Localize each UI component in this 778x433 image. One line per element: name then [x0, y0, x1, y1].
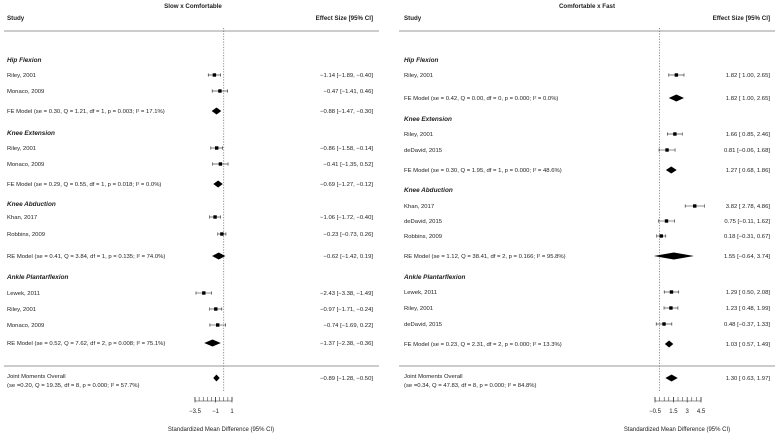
study-label: Khan, 2017	[7, 215, 38, 221]
overall-summary-effect-text: 1.30 [ 0.63, 1.97]	[725, 376, 770, 382]
study-label: Riley, 2001	[404, 306, 434, 312]
overall-label: Joint Moments Overall	[404, 374, 463, 380]
study-row-point	[660, 234, 663, 237]
model-summary-effect-text: −0.69 [−1.27, −0.12]	[320, 182, 373, 188]
study-row-effect-text: 0.75 [−0.11, 1.62]	[724, 219, 770, 225]
study-row-effect-text: −1.06 [−1.72, −0.40]	[320, 215, 373, 221]
panel-title: Slow x Comfortable	[164, 3, 222, 10]
model-summary-label: RE Model (se = 1.12, Q = 38.41, df = 2, p = 0.166; I² = 95.8%)	[404, 254, 566, 260]
study-label: deDavid, 2015	[404, 148, 442, 154]
study-row-point	[218, 89, 221, 92]
study-header: Study	[7, 15, 25, 22]
effect-size-header: Effect Size [95% CI]	[315, 15, 373, 22]
x-axis-tick-label: 1	[230, 409, 234, 415]
model-summary-diamond	[665, 341, 673, 348]
overall-summary-diamond	[665, 375, 677, 382]
study-row-effect-text: 1.23 [ 0.48, 1.99]	[725, 306, 770, 312]
model-summary-label: FE Model (se = 0.30, Q = 1.95, df = 1, p = 0.000; I² = 48.6%)	[404, 168, 562, 174]
study-label: Riley, 2001	[7, 307, 37, 313]
study-row-point	[219, 162, 222, 165]
study-row-point	[215, 146, 218, 149]
overall-summary-diamond	[213, 375, 219, 382]
subgroup-title: Hip Flexion	[7, 57, 42, 64]
model-summary-effect-text: 1.27 [ 0.68, 1.86]	[725, 168, 770, 174]
study-row-effect-text: −2.43 [−3.38, −1.49]	[320, 291, 373, 297]
study-label: Lewek, 2011	[404, 290, 437, 296]
study-row-point	[216, 323, 219, 326]
model-summary-label: FE Model (se = 0.30, Q = 1.21, df = 1, p = 0.003; I² = 17.1%)	[7, 109, 165, 115]
study-row-effect-text: −0.86 [−1.58, −0.14]	[320, 146, 373, 152]
study-row-point	[673, 132, 676, 135]
overall-summary-effect-text: −0.89 [−1.28, −0.50]	[320, 376, 373, 382]
subgroup-title: Knee Abduction	[7, 201, 56, 208]
overall-stats: (se =0.34, Q = 47.83, df = 8, p = 0.000; I² = 84.8%)	[404, 383, 537, 389]
x-axis-tick-label: 3	[685, 409, 689, 415]
effect-size-header: Effect Size [95% CI]	[712, 15, 770, 22]
model-summary-effect-text: −0.62 [−1.42, 0.19]	[323, 254, 373, 260]
study-label: Monaco, 2009	[7, 89, 45, 95]
x-axis-title: Standardized Mean Difference (95% CI)	[623, 427, 731, 433]
subgroup-title: Ankle Plantarflexion	[404, 274, 466, 281]
model-summary-label: FE Model (se = 0.42, Q = 0.00, df = 0, p = 0.000; I² = 0.0%)	[404, 96, 559, 102]
study-row-point	[213, 215, 216, 218]
study-label: Robbins, 2009	[7, 232, 45, 238]
x-axis-tick-label: −1	[212, 409, 219, 415]
study-label: Monaco, 2009	[7, 162, 45, 168]
x-axis-tick-label: 1.5	[669, 409, 678, 415]
study-row-point	[220, 232, 223, 235]
subgroup-title: Knee Abduction	[404, 187, 453, 194]
study-row-effect-text: 1.82 [ 1.00, 2.65]	[725, 73, 770, 79]
study-label: Monaco, 2009	[7, 323, 45, 329]
model-summary-effect-text: 1.03 [ 0.57, 1.49]	[725, 342, 770, 348]
study-row-point	[662, 322, 665, 325]
study-row-point	[202, 291, 205, 294]
model-summary-diamond	[212, 253, 225, 260]
forest-panel-2	[399, 3, 775, 433]
model-summary-effect-text: −1.37 [−2.38, −0.36]	[320, 341, 373, 347]
study-label: Riley, 2001	[7, 73, 37, 79]
study-label: deDavid, 2015	[404, 219, 442, 225]
panel-title: Comfortable x Fast	[558, 3, 616, 10]
x-axis-tick-label: −0.5	[649, 409, 661, 415]
study-row-effect-text: 0.18 [−0.31, 0.67]	[723, 234, 770, 240]
model-summary-diamond	[204, 340, 221, 347]
study-row-point	[214, 307, 217, 310]
study-label: Lewek, 2011	[7, 291, 40, 297]
subgroup-title: Hip Flexion	[404, 57, 439, 64]
study-row-point	[669, 306, 672, 309]
study-row-point	[693, 204, 696, 207]
study-label: deDavid, 2015	[404, 322, 442, 328]
overall-stats: (se =0.20, Q = 19.35, df = 8, p = 0.000; I² = 57.7%)	[7, 383, 140, 389]
forest-panel-1	[4, 3, 379, 433]
study-label: Khan, 2017	[404, 204, 435, 210]
model-summary-effect-text: −0.88 [−1.47, −0.30]	[320, 109, 373, 115]
study-row-effect-text: 0.81 [−0.06, 1.68]	[723, 148, 770, 154]
overall-label: Joint Moments Overall	[7, 374, 66, 380]
model-summary-diamond	[669, 95, 684, 102]
study-label: Riley, 2001	[7, 146, 37, 152]
x-axis-tick-label: −3.5	[189, 409, 201, 415]
subgroup-title: Knee Extension	[7, 130, 55, 137]
study-label: Robbins, 2009	[404, 234, 442, 240]
study-row-point	[213, 73, 216, 76]
x-axis-title: Standardized Mean Difference (95% CI)	[167, 427, 275, 433]
study-row-effect-text: 1.66 [ 0.85, 2.46]	[725, 132, 770, 138]
model-summary-effect-text: 1.82 [ 1.00, 2.65]	[725, 96, 770, 102]
study-row-effect-text: −0.41 [−1.35, 0.52]	[323, 162, 373, 168]
study-row-point	[665, 148, 668, 151]
study-row-effect-text: −0.23 [−0.73, 0.26]	[323, 232, 373, 238]
study-row-point	[665, 219, 668, 222]
model-summary-diamond	[666, 167, 677, 174]
model-summary-label: RE Model (se = 0.41, Q = 3.84, df = 1, p = 0.135; I² = 74.0%)	[7, 254, 166, 260]
model-summary-label: RE Model (se = 0.52, Q = 7.62, df = 2, p = 0.008; I² = 75.1%)	[7, 341, 166, 347]
study-row-effect-text: −0.97 [−1.71, −0.24]	[320, 307, 373, 313]
study-row-effect-text: 0.48 [−0.37, 1.33]	[723, 322, 770, 328]
study-row-effect-text: 1.29 [ 0.50, 2.08]	[725, 290, 770, 296]
model-summary-diamond	[213, 181, 222, 188]
study-row-effect-text: −0.74 [−1.69, 0.22]	[323, 323, 373, 329]
x-axis-tick-label: 4.5	[696, 409, 706, 415]
study-row-effect-text: 3.82 [ 2.78, 4.86]	[725, 204, 770, 210]
model-summary-effect-text: 1.55 [−0.64, 3.74]	[723, 254, 770, 260]
study-row-point	[670, 290, 673, 293]
study-label: Riley, 2001	[404, 73, 434, 79]
study-header: Study	[404, 15, 422, 22]
model-summary-label: FE Model (se = 0.23, Q = 2.31, df = 2, p = 0.000; I² = 13.3%)	[404, 342, 562, 348]
subgroup-title: Knee Extension	[404, 116, 452, 123]
subgroup-title: Ankle Plantarflexion	[7, 274, 69, 281]
model-summary-label: FE Model (se = 0.29, Q = 0.55, df = 1, p = 0.018; I² = 0.0%)	[7, 182, 162, 188]
study-row-effect-text: −1.14 [−1.89, −0.40]	[320, 73, 373, 79]
study-label: Riley, 2001	[404, 132, 434, 138]
model-summary-diamond	[212, 108, 222, 115]
study-row-point	[675, 73, 678, 76]
study-row-effect-text: −0.47 [−1.41, 0.46]	[323, 89, 373, 95]
